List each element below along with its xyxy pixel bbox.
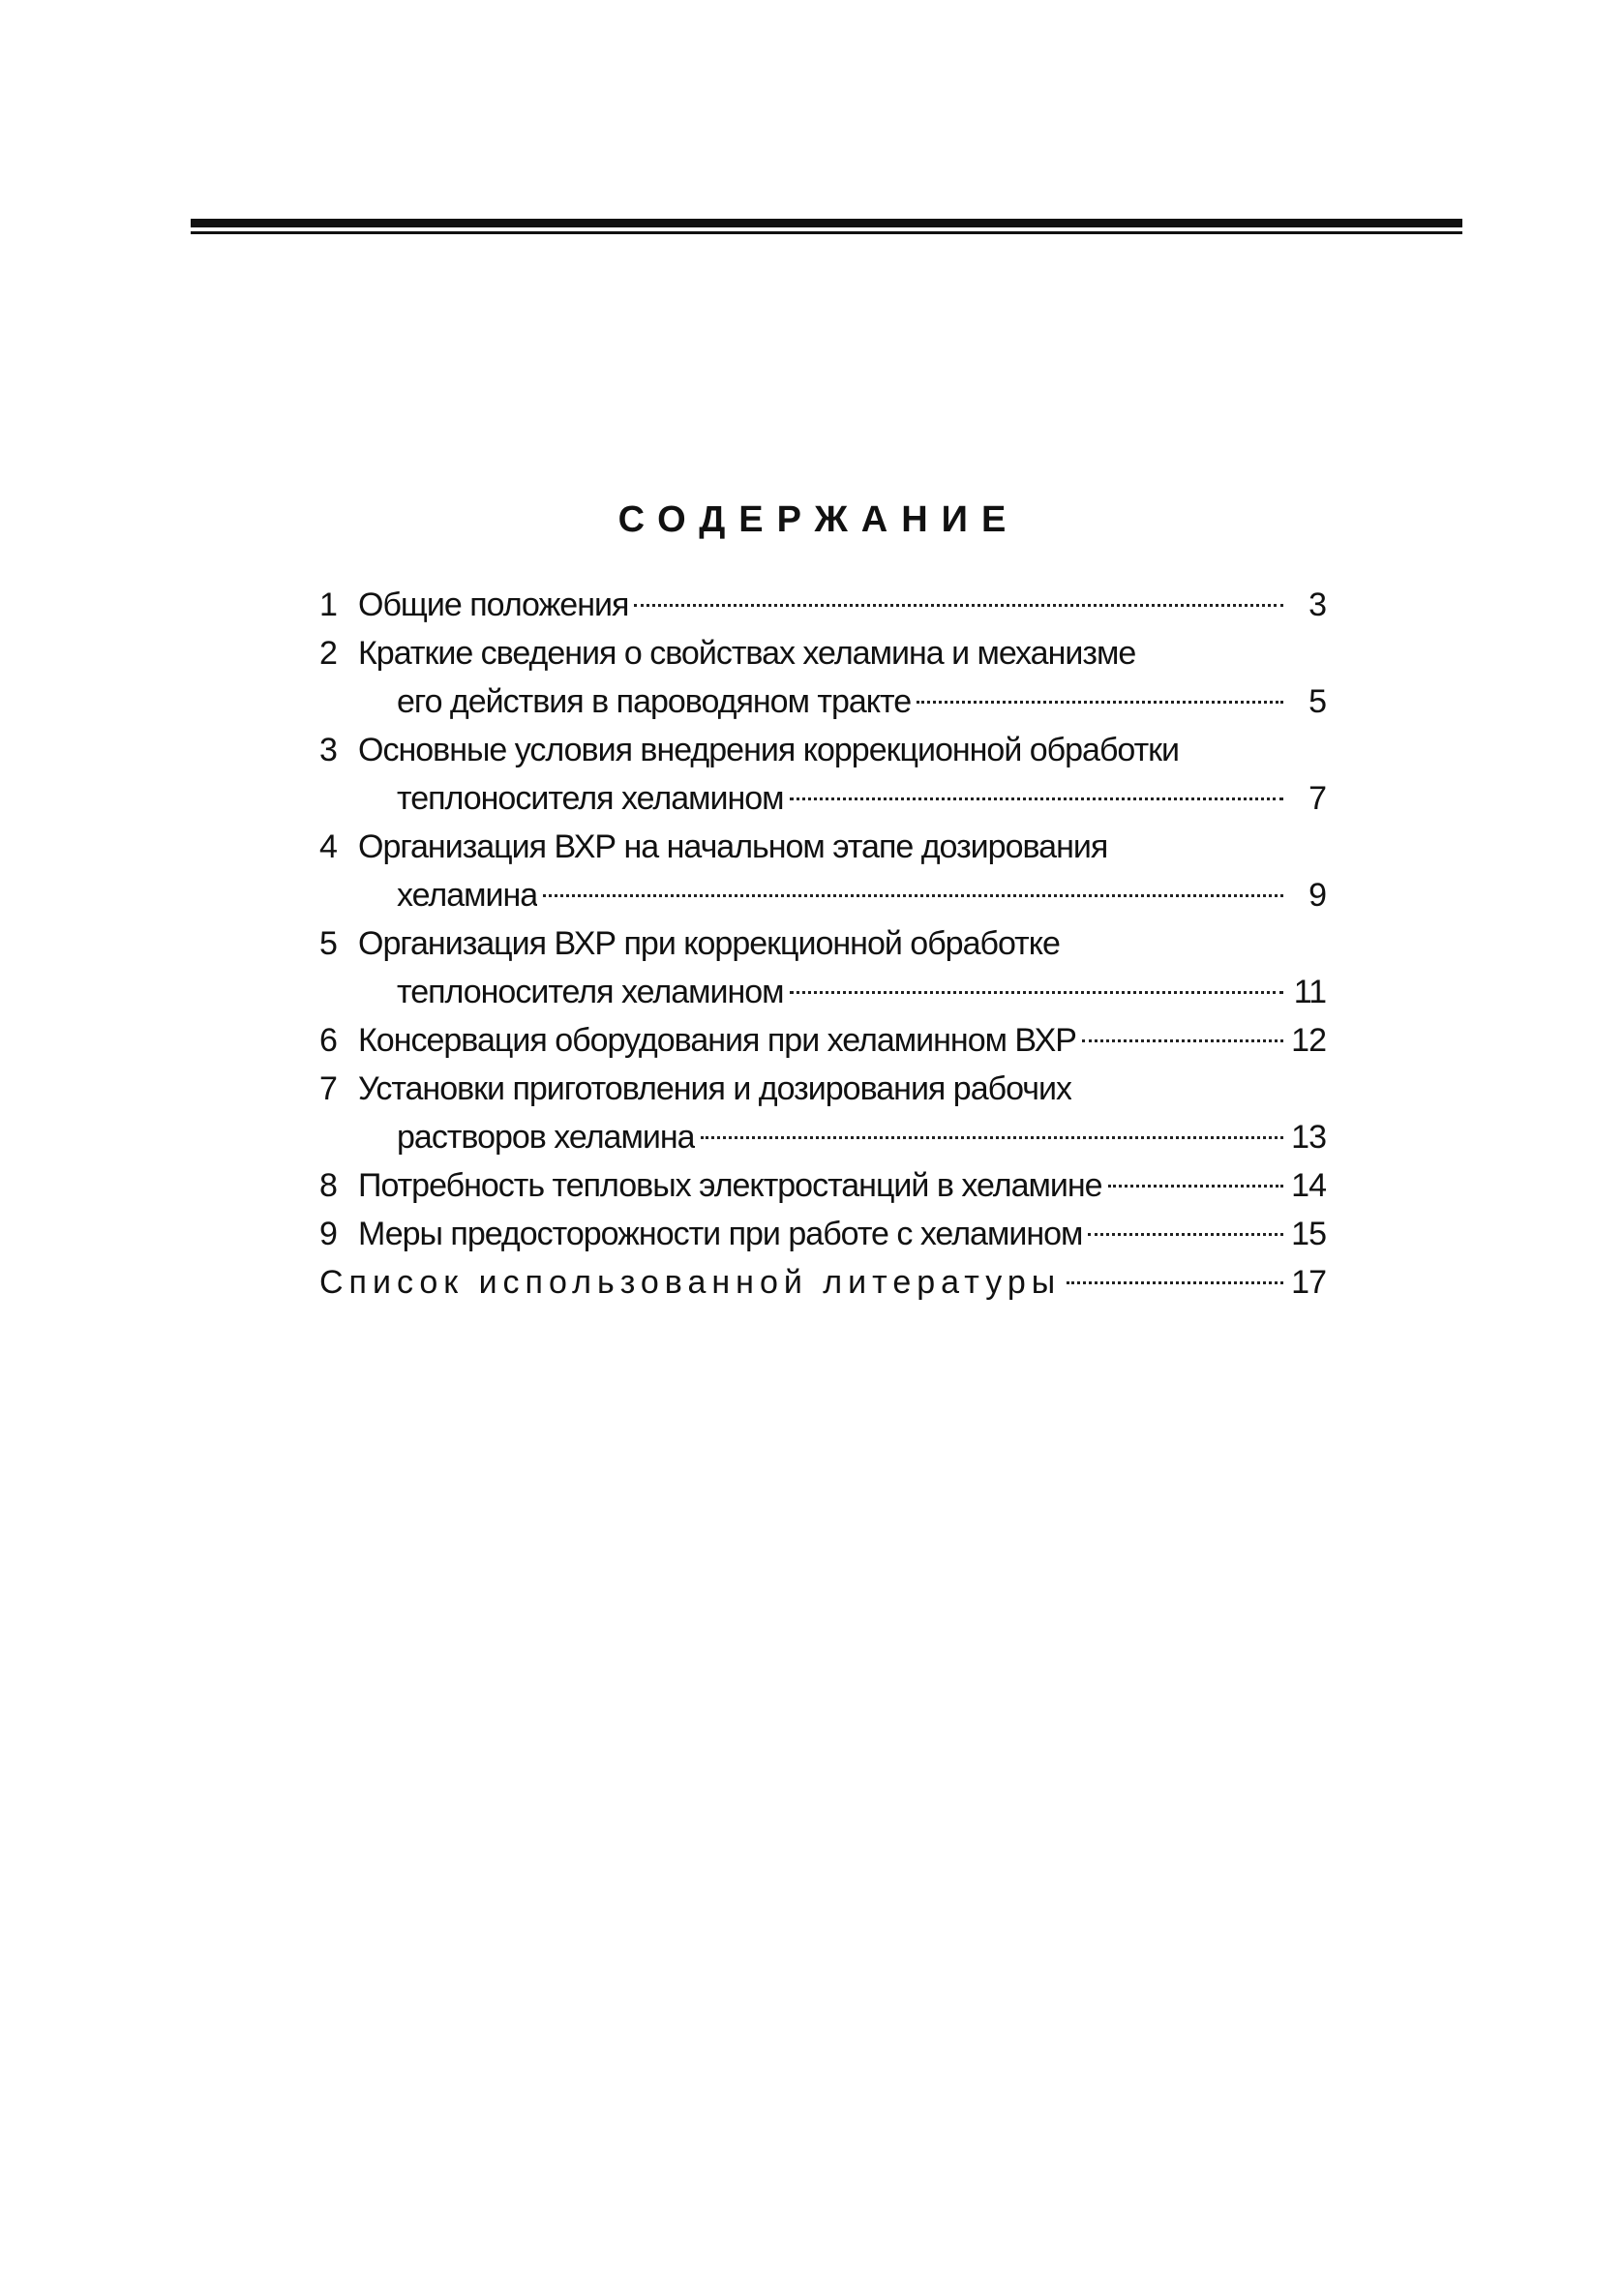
- toc-entry-5-continuation[interactable]: [319, 968, 1326, 1016]
- toc-entry-3[interactable]: [319, 726, 1326, 774]
- toc-entry-number: 4: [319, 828, 337, 865]
- table-of-contents: [319, 581, 1326, 1307]
- toc-entry-title: Основные условия внедрения коррекционной обработки: [358, 732, 1180, 768]
- toc-leader-dots: [1088, 1233, 1283, 1236]
- toc-leader-dots: [634, 604, 1283, 607]
- toc-entry-number: 7: [319, 1070, 337, 1107]
- toc-entry-page: 17: [1291, 1264, 1326, 1301]
- toc-entry-page: 5: [1308, 683, 1326, 720]
- toc-entry-title: Организация ВХР при коррекционной обработке: [358, 925, 1060, 962]
- toc-entry-title: Установки приготовления и дозирования рабочих: [358, 1070, 1071, 1107]
- toc-entry-number: 2: [319, 635, 337, 672]
- toc-leader-dots: [1108, 1185, 1283, 1188]
- toc-entry-references[interactable]: [319, 1258, 1326, 1307]
- toc-leader-dots: [701, 1136, 1283, 1139]
- header-rule-thin: [191, 231, 1462, 234]
- toc-entry-title: Краткие сведения о свойствах хеламина и механизме: [358, 635, 1136, 672]
- toc-entry-page: 13: [1291, 1119, 1326, 1156]
- toc-entry-6[interactable]: [319, 1016, 1326, 1065]
- toc-entry-3-continuation[interactable]: [319, 774, 1326, 823]
- toc-references-label: Список использованной литературы: [319, 1264, 1062, 1301]
- toc-entry-title: Меры предосторожности при работе с хеламином: [358, 1216, 1083, 1252]
- toc-entry-7[interactable]: [319, 1065, 1326, 1113]
- toc-entry-title-continued: его действия в пароводяном тракте: [397, 683, 912, 720]
- toc-entry-number: 5: [319, 925, 337, 962]
- header-rule-thick: [191, 219, 1462, 227]
- toc-leader-dots: [917, 701, 1283, 704]
- toc-entry-page: 3: [1308, 587, 1326, 623]
- toc-entry-number: 8: [319, 1167, 337, 1204]
- toc-entry-title-continued: растворов хеламина: [397, 1119, 695, 1156]
- toc-entry-7-continuation[interactable]: [319, 1113, 1326, 1161]
- toc-entry-title-continued: хеламина: [397, 877, 538, 914]
- toc-leader-dots: [543, 894, 1283, 897]
- toc-entry-title: Консервация оборудования при хеламинном ВХР: [358, 1022, 1076, 1059]
- toc-entry-title: Потребность тепловых электростанций в хеламине: [358, 1167, 1102, 1204]
- toc-entry-4[interactable]: [319, 823, 1326, 871]
- toc-entry-1[interactable]: [319, 581, 1326, 629]
- toc-entry-page: 9: [1308, 877, 1326, 914]
- toc-entry-title-continued: теплоносителя хеламином: [397, 974, 784, 1010]
- toc-entry-2[interactable]: [319, 629, 1326, 677]
- toc-entry-number: 3: [319, 732, 337, 768]
- toc-entry-number: 6: [319, 1022, 337, 1059]
- toc-entry-4-continuation[interactable]: [319, 871, 1326, 919]
- toc-entry-page: 14: [1291, 1167, 1326, 1204]
- toc-entry-title: Организация ВХР на начальном этапе дозирования: [358, 828, 1108, 865]
- toc-entry-5[interactable]: [319, 919, 1326, 968]
- toc-entry-page: 12: [1291, 1022, 1326, 1059]
- toc-entry-title-continued: теплоносителя хеламином: [397, 780, 784, 817]
- toc-leader-dots: [1082, 1039, 1283, 1042]
- toc-leader-dots: [1067, 1281, 1283, 1284]
- toc-entry-page: 11: [1293, 974, 1326, 1010]
- toc-entry-8[interactable]: [319, 1161, 1326, 1210]
- toc-entry-9[interactable]: [319, 1210, 1326, 1258]
- toc-title: СОДЕРЖАНИЕ: [617, 499, 1020, 540]
- toc-entry-page: 15: [1291, 1216, 1326, 1252]
- toc-entry-title: Общие положения: [358, 587, 629, 623]
- toc-leader-dots: [790, 991, 1283, 994]
- toc-entry-page: 7: [1308, 780, 1326, 817]
- toc-entry-number: 1: [319, 587, 337, 623]
- toc-entry-number: 9: [319, 1216, 337, 1252]
- toc-entry-2-continuation[interactable]: [319, 677, 1326, 726]
- toc-leader-dots: [790, 797, 1283, 800]
